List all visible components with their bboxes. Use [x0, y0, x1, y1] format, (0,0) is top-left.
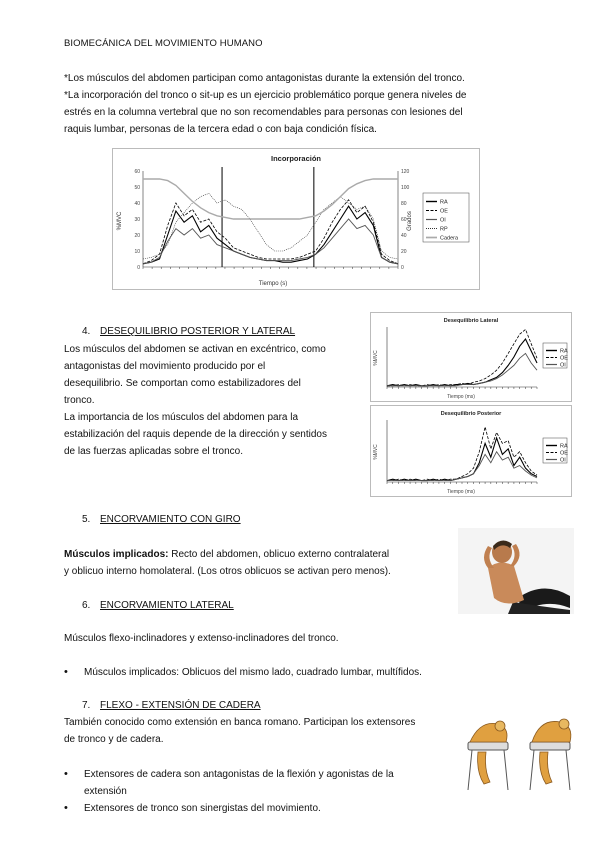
y-right-tick-label: 20	[401, 249, 407, 255]
section-number: 6.	[82, 600, 91, 611]
sec4-line-7: de las fuerzas aplicadas sobre el tronco.	[64, 446, 243, 457]
sec4-line-2: antagonistas del movimiento producido por el	[64, 361, 266, 372]
section-5-heading	[82, 514, 241, 525]
section-title: FLEXO - EXTENSIÓN DE CADERA	[100, 700, 261, 711]
sec4-line-1: Los músculos del abdomen se activan en excéntrico, como	[64, 344, 326, 355]
legend-label: RA	[560, 443, 568, 450]
intro-line-1: *Los músculos del abdomen participan como antagonistas durante la extensión del tronco.	[64, 73, 465, 84]
chart-title: Desequilibrio Lateral	[443, 318, 499, 324]
sec4-line-6: estabilización del raquis depende de la dirección y sentidos	[64, 429, 327, 440]
y-tick-label: 20	[134, 233, 140, 239]
x-axis-label: Tiempo (ms)	[447, 489, 475, 495]
series-line-ra	[387, 438, 537, 481]
section-7-heading	[82, 700, 261, 711]
sec5-line-2: y oblicuo interno homolateral. (Los otros oblicuos se activan pero menos).	[64, 566, 391, 577]
y-axis-label: %MVC	[373, 444, 379, 460]
y-tick-label: 40	[134, 201, 140, 207]
x-axis-label: Tiempo (ms)	[447, 394, 475, 400]
section-number: 5.	[82, 514, 91, 525]
man-crunch-twist-photo	[458, 528, 574, 614]
legend-label: OI	[560, 362, 566, 369]
section-title: DESEQUILIBRIO POSTERIOR Y LATERAL	[100, 326, 296, 337]
desequilibrio-lateral-chart	[370, 312, 572, 402]
y-right-tick-label: 60	[401, 217, 407, 223]
intro-line-4: raquis lumbar, personas de la tercera edad o con baja condición física.	[64, 124, 377, 135]
sec7-line-2: de tronco y de cadera.	[64, 734, 164, 745]
intro-line-3: estrés en la columna vertebral que no son recomendables para personas con lesiones del	[64, 107, 463, 118]
sec6-line-1: Músculos flexo-inclinadores y extenso-inclinadores del tronco.	[64, 633, 339, 644]
y-right-tick-label: 100	[401, 185, 410, 191]
legend-label: RA	[440, 199, 448, 206]
series-line-oe	[143, 200, 398, 264]
desequilibrio-posterior-chart-svg	[371, 406, 571, 496]
series-line-oe	[387, 427, 537, 481]
sec4-line-4: tronco.	[64, 395, 95, 406]
section-number: 7.	[82, 700, 91, 711]
sec5-line-1: Recto del abdomen, oblicuo externo contralateral	[168, 549, 390, 560]
legend-label: OI	[560, 457, 566, 464]
section-title: ENCORVAMIENTO LATERAL	[100, 600, 234, 611]
legend-label: OI	[440, 217, 446, 224]
sec7-line-1: También conocido como extensión en banca romano. Participan los extensores	[64, 717, 416, 728]
section-6-bullets	[64, 664, 494, 681]
section-5-body	[64, 546, 444, 580]
bullet-1a: Extensores de cadera son antagonistas de la flexión y agonistas de la	[84, 769, 394, 780]
y-right-tick-label: 120	[401, 169, 410, 175]
y-axis-right-label: Grados	[407, 211, 413, 231]
intro-paragraph	[64, 70, 544, 138]
list-item: • Extensores de tronco son sinergistas del movimiento.	[64, 800, 444, 817]
chart-title: Desequilibrio Posterior	[440, 411, 502, 417]
y-tick-label: 50	[134, 185, 140, 191]
intro-line-2: *La incorporación del tronco o sit-up es un ejercicio problemático porque genera niveles de	[64, 90, 467, 101]
section-6-heading	[82, 600, 234, 611]
legend-label: RA	[560, 348, 568, 355]
chart-title: Incorporación	[270, 154, 322, 163]
y-right-tick-label: 0	[401, 265, 404, 271]
sec4-line-5: La importancia de los músculos del abdomen para la	[64, 412, 299, 423]
legend-label: OE	[560, 450, 568, 457]
y-tick-label: 10	[134, 249, 140, 255]
series-line-oe	[387, 329, 537, 385]
section-number: 4.	[82, 326, 91, 337]
section-title: ENCORVAMIENTO CON GIRO	[100, 514, 241, 525]
roman-bench-extension-illustration	[458, 712, 588, 796]
y-tick-label: 0	[137, 265, 140, 271]
y-axis-label: %MVC	[117, 211, 123, 231]
x-axis-label: Tiempo (s)	[258, 281, 288, 287]
sec4-line-3: desequilibrio. Se comportan como estabilizadores del	[64, 378, 301, 389]
section-4-heading	[82, 326, 295, 337]
desequilibrio-lateral-chart-svg	[371, 313, 571, 401]
legend-label: RP	[440, 226, 448, 233]
legend-label: Cadera	[440, 235, 459, 242]
section-7-body	[64, 714, 464, 748]
series-line-oi	[387, 353, 537, 385]
y-tick-label: 60	[134, 169, 140, 175]
list-item	[64, 766, 444, 800]
sec5-bold-label: Músculos implicados:	[64, 549, 169, 560]
anatomy-figure-icon	[458, 712, 588, 796]
series-line-ra	[387, 339, 537, 386]
incorporacion-chart-svg	[113, 149, 479, 289]
y-tick-label: 30	[134, 217, 140, 223]
y-right-tick-label: 80	[401, 201, 407, 207]
section-7-bullets	[64, 766, 444, 817]
section-4-body	[64, 341, 364, 460]
series-line-rp	[143, 193, 398, 259]
incorporacion-chart	[112, 148, 480, 290]
series-line-cadera	[143, 179, 398, 219]
list-item: • Músculos implicados: Oblicuos del mismo lado, cuadrado lumbar, multífidos.	[64, 664, 494, 681]
y-axis-label: %MVC	[373, 350, 379, 366]
desequilibrio-posterior-chart	[370, 405, 572, 497]
photo-figure-icon	[458, 528, 574, 614]
series-line-ra	[143, 206, 398, 264]
page-header: BIOMECÁNICA DEL MOVIMIENTO HUMANO	[64, 38, 263, 49]
bullet-1b: extensión	[84, 786, 127, 797]
legend-label: OE	[560, 355, 568, 362]
legend-label: OE	[440, 208, 448, 215]
y-right-tick-label: 40	[401, 233, 407, 239]
series-line-oi	[143, 219, 398, 264]
